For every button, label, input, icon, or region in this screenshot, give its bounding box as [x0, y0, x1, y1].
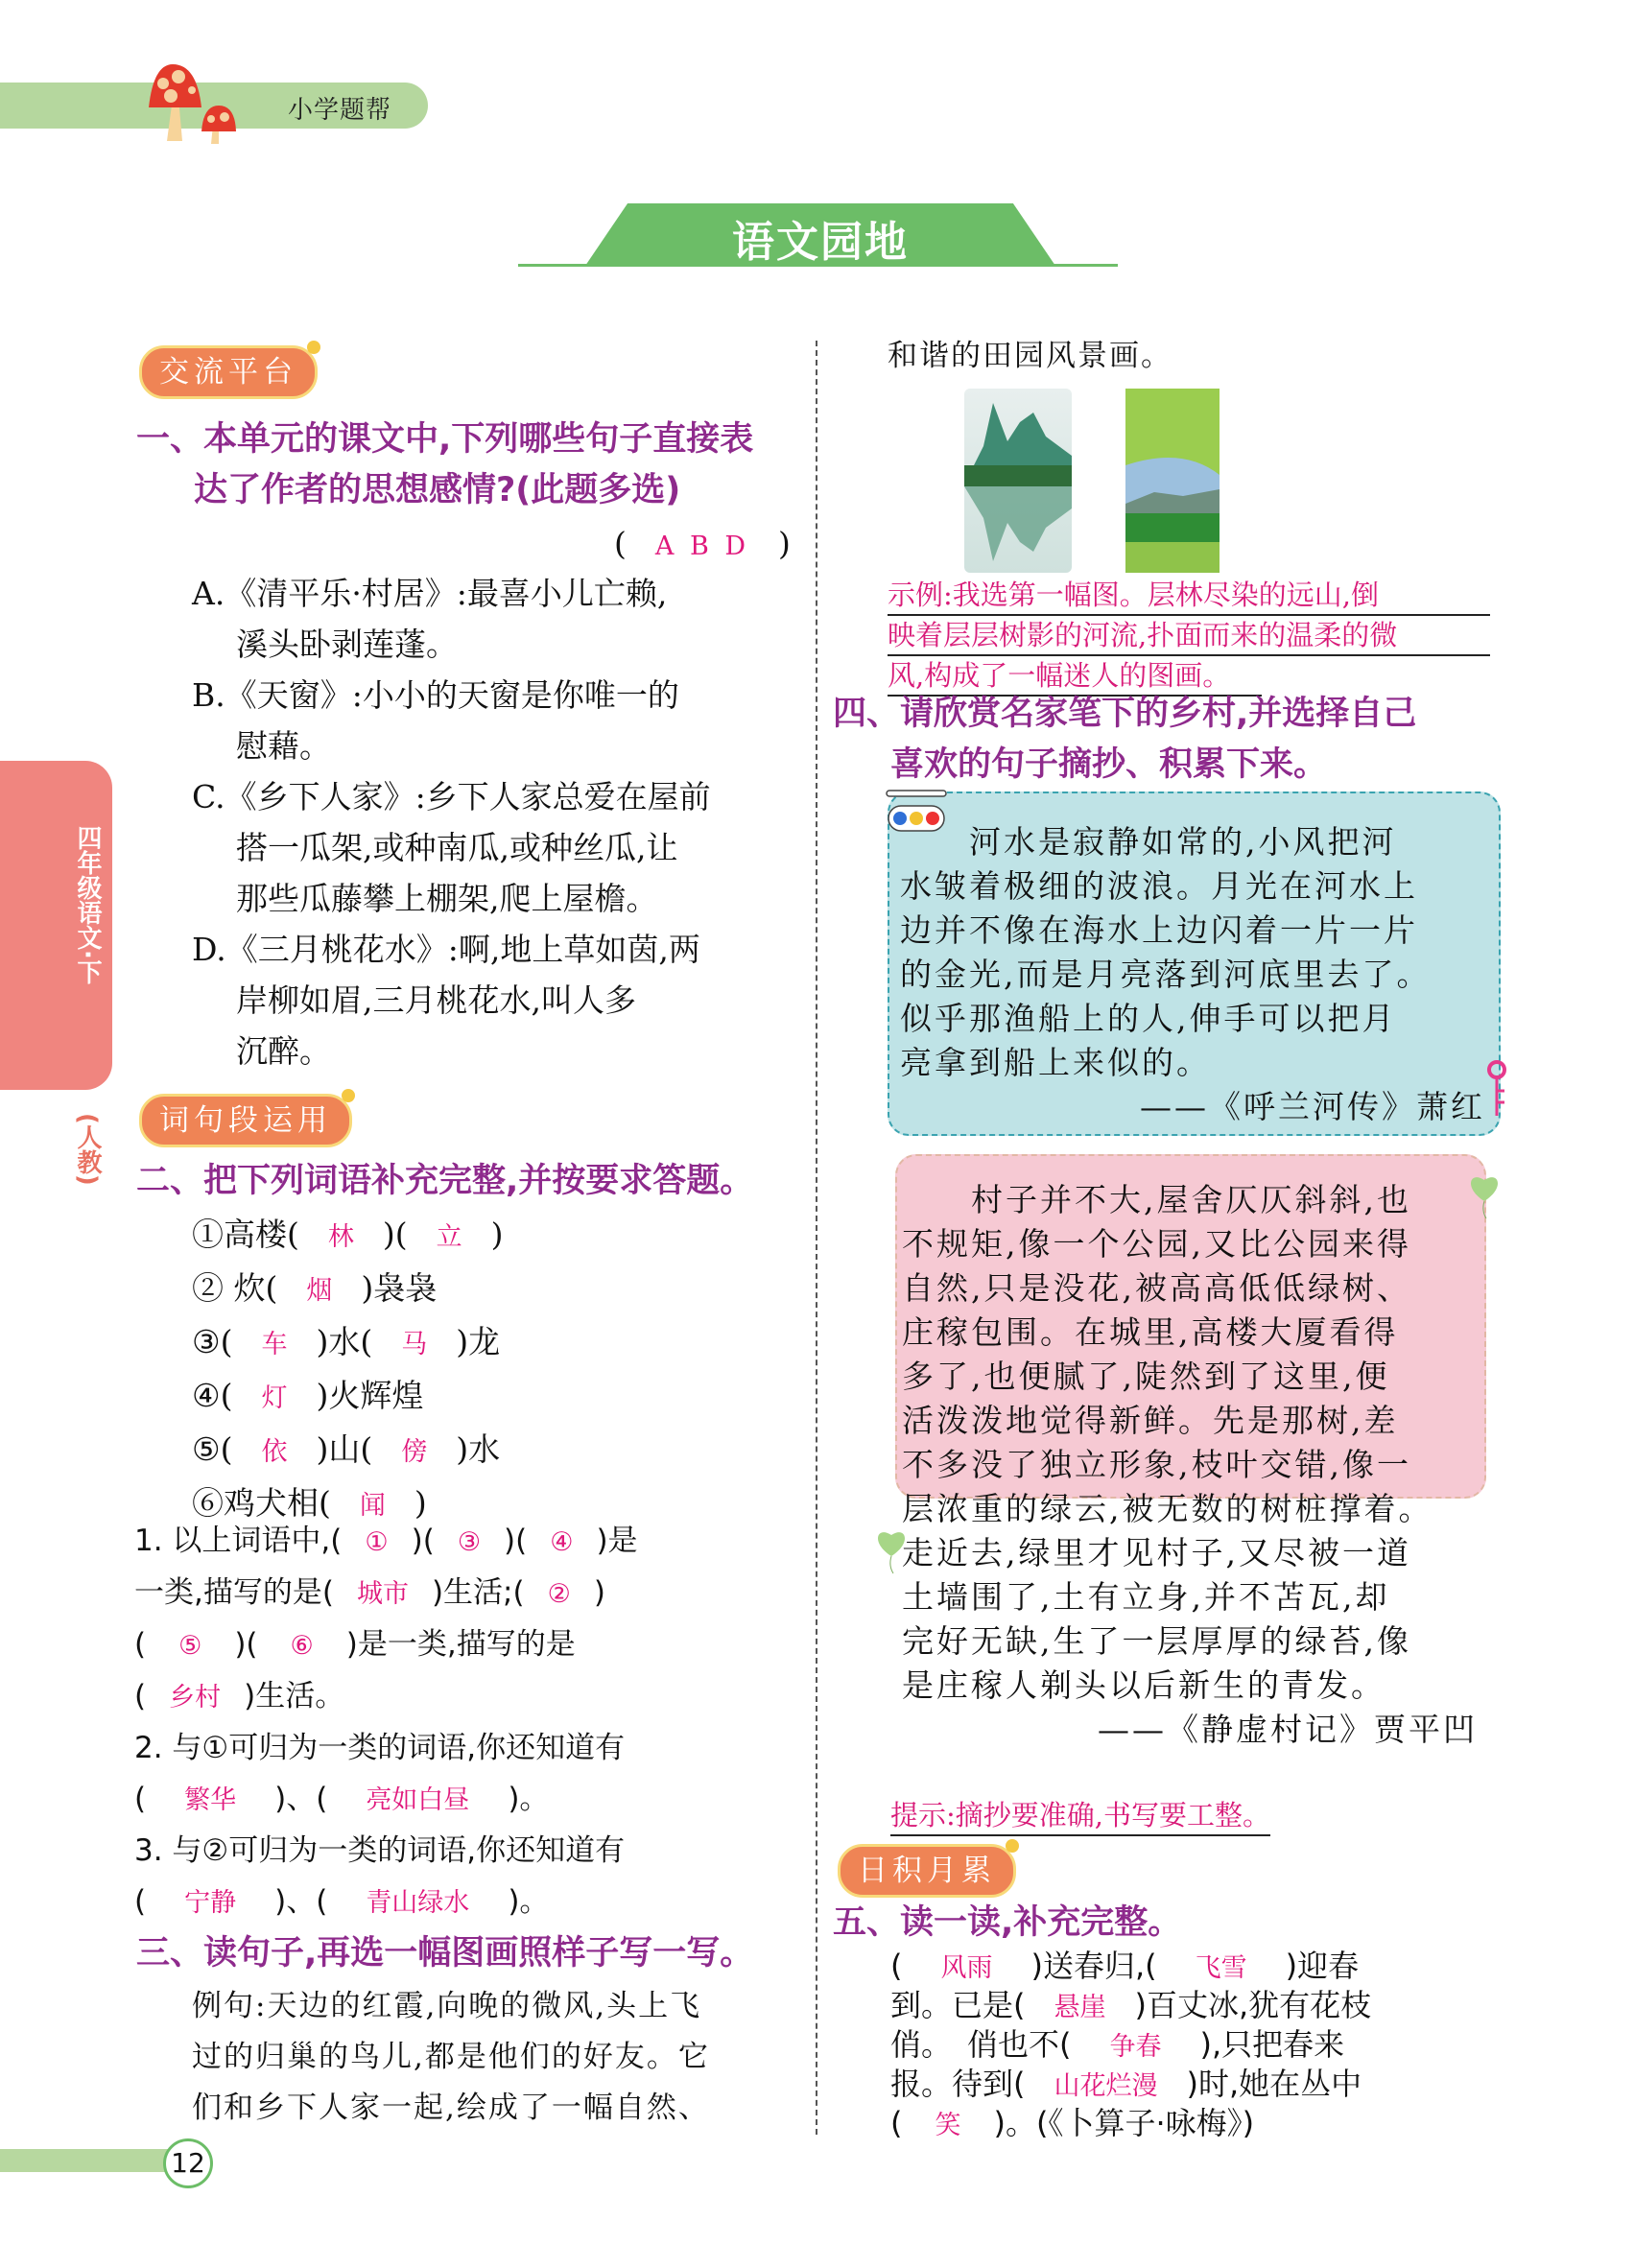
- section-badge-word-usage: 词句段运用: [139, 1094, 352, 1147]
- section-badge-exchange: 交流平台: [139, 345, 318, 399]
- item-2: ② 炊( 烟 )袅袅: [192, 1269, 438, 1307]
- quote-2-text: 村子并不大,屋舍仄仄斜斜,也 不规矩,像一个公园,又比公园来得 自然,只是没花,被高高低低绿树、 庄稼包围。在城里,高楼大厦看得 多了,也便腻了,陡然到了这里,便 活泼泼地觉得新鲜。先是那树,差 不多没了独立形象,枝叶交错,像一 层浓重的绿云,被无数的树桩撑着。 走近去,绿里才见村子,又尽被一道 土墙围了,土有立身,并不苫瓦,却 完好无缺,生了一层厚厚的绿苔,像 是庄稼人剃头以后新生的青发。 ——《静虚村记》贾平凹: [902, 1178, 1478, 1752]
- question-4-hint: 提示:摘抄要准确,书写要工整。: [890, 1796, 1270, 1836]
- question-5-poem: ( 风雨 )送春归,( 飞雪 )迎春 到。已是( 悬崖 )百丈冰,犹有花枝 俏。 俏也不( 争春 ),只把春来 报。待到( 山花烂漫 )时,她在丛中 ( 笑 )。(《卜算子·咏梅》): [890, 1948, 1372, 2141]
- question-1-title: 一、本单元的课文中,下列哪些句子直接表 达了作者的思想感情?(此题多选): [136, 420, 754, 509]
- grade-label: 四年级语文·下: [73, 825, 102, 984]
- key-icon: [1485, 1060, 1508, 1120]
- subquestion-2: 2. 与①可归为一类的词语,你还知道有 ( 繁华 )、( 亮如白昼 )。: [134, 1731, 626, 1816]
- question-1-options: [192, 568, 806, 1076]
- question-2-title: 二、把下列词语补充完整,并按要求答题。: [136, 1162, 754, 1200]
- item-5: ⑤( 依 )山( 傍 )水: [192, 1430, 501, 1468]
- question-3-title: 三、读句子,再选一幅图画照样子写一写。: [136, 1934, 754, 1973]
- question-3-example: 例句:天边的红霞,向晚的微风,头上飞 过的归巢的鸟儿,都是他们的好友。它 们和乡下人家一起,绘成了一幅自然、: [192, 1989, 710, 2125]
- subquestion-1: 1. 以上词语中,( ① )( ③ )( ④ )是 一类,描写的是( 城市 )生活;( ② ) ( ⑤ )( ⑥ )是一类,描写的是 ( 乡村 )生活。: [134, 1524, 638, 1713]
- subquestion-3: 3. 与②可归为一类的词语,你还知道有 ( 宁静 )、( 青山绿水 )。: [134, 1833, 626, 1919]
- question-3-answer: 示例:我选第一幅图。层林尽染的远山,倒 映着层层树影的河流,扑面而来的温柔的微 风,构成了一幅迷人的图画。: [888, 576, 1490, 697]
- quote-1-source: ——《呼兰河传》萧红: [1140, 1088, 1485, 1125]
- option-a: A.《清平乐·村居》:最喜小儿亡赖, 溪头卧剥莲蓬。: [192, 575, 668, 663]
- option-c: C.《乡下人家》:乡下人家总爱在屋前 搭一瓜架,或种南瓜,或种丝瓜,让 那些瓜藤攀上棚架,爬上屋檐。: [192, 778, 711, 917]
- page-number: 12: [163, 2138, 213, 2188]
- quote-2-source: ——《静虚村记》贾平凹: [1098, 1711, 1478, 1748]
- question-4-title: 四、请欣赏名家笔下的乡村,并选择自己 喜欢的句子摘抄、积累下来。: [833, 695, 1417, 784]
- quote-1-text: 河水是寂静如常的,小风把河 水皱着极细的波浪。月光在河水上 边并不像在海水上边闪着一片一片 的金光,而是月亮落到河底里去了。 似乎那渔船上的人,伸手可以把月 亮拿到船上来似的。 ——《呼兰河传》萧红: [900, 820, 1485, 1129]
- page-number-bar: [0, 2149, 178, 2172]
- question-1-answer: ( A B D ): [614, 525, 791, 562]
- option-d: D.《三月桃花水》:啊,地上草如茵,两 岸柳如眉,三月桃花水,叫人多 沉醉。: [192, 931, 700, 1070]
- item-1: ①高楼( 林 )( 立 ): [192, 1216, 504, 1253]
- item-4: ④( 灯 )火辉煌: [192, 1377, 424, 1414]
- mushroom-icon: [144, 59, 249, 146]
- item-6: ⑥鸡犬相( 闻 ): [192, 1484, 427, 1522]
- edition-label: (人教): [73, 1113, 102, 1186]
- question-5-title: 五、读一读,补充完整。: [833, 1903, 1182, 1942]
- option-b: B.《天窗》:小小的天窗是你唯一的 慰藉。: [192, 676, 679, 765]
- question-2-subquestions: [134, 1516, 806, 1928]
- item-3: ③( 车 )水( 马 )龙: [192, 1323, 501, 1360]
- brand-label: 小学题帮: [288, 96, 392, 125]
- question-2-items: [192, 1209, 806, 1531]
- page-title: 语文园地: [732, 218, 909, 267]
- tree-meadow-image: [1125, 389, 1220, 573]
- column-divider: [816, 341, 817, 2135]
- section-badge-daily-accumulation: 日积月累: [838, 1844, 1016, 1898]
- question-3-example-end: 和谐的田园风景画。: [888, 339, 1172, 373]
- mountain-river-image: [964, 389, 1072, 573]
